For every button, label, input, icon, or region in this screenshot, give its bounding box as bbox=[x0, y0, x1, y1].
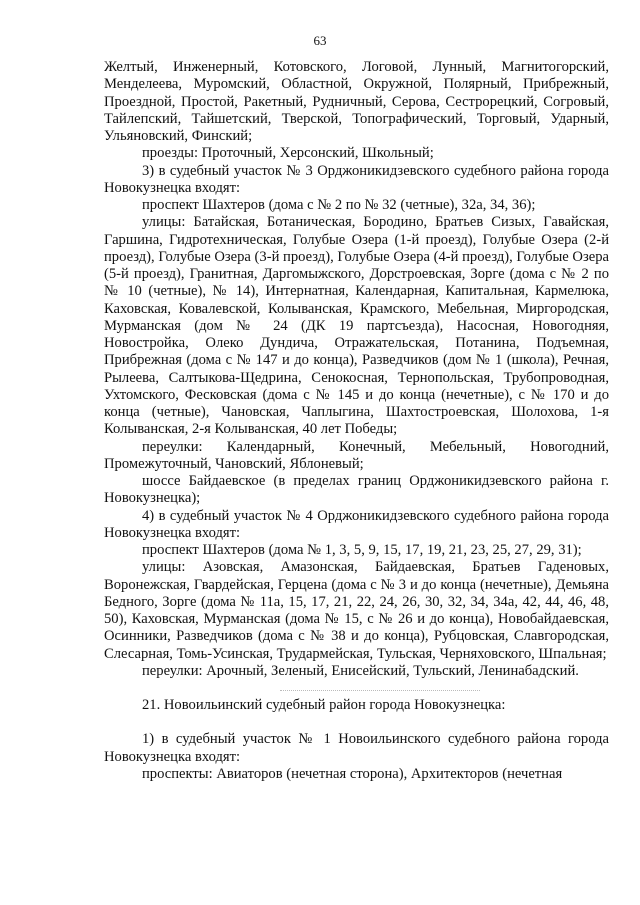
paragraph: 1) в судебный участок № 1 Новоильинского судебного района города Новокузнецка входят: bbox=[104, 731, 609, 765]
paragraph: переулки: Арочный, Зеленый, Енисейский, Тульский, Ленинабадский. bbox=[142, 662, 579, 679]
paragraph: шоссе Байдаевское (в пределах границ Орджоникидзевского района г. Новокузнецка); bbox=[104, 473, 609, 507]
paragraph: 3) в судебный участок № 3 Орджоникидзевского судебного района города Новокузнецка входят: bbox=[104, 162, 609, 196]
paragraph: проспект Шахтеров (дома с № 2 по № 32 (четные), 32а, 34, 36); bbox=[142, 197, 536, 213]
paragraph: улицы: Азовская, Амазонская, Байдаевская, Братьев Гаденовых, Воронежская, Гвардейская, Герцена (дома с № 3 и до конца (нечетные), Демьяна Бедного, Зорге (дома № 11а, 15, 17, 21, 22, 24, 26, 30, 32, 34, 34а, 42, 44, 46, 48, 50), Каховская, Мурманская (дома № 15, с № 26 и до конца), Новобайдаевская, Осинники, Разведчиков (дома с № 38 и до конца), Рубцовская, Славгородская, Слесарная, Томь-Усинская, Трудармейская, Тульская, Черняховского, Шпальная; bbox=[104, 559, 609, 662]
paragraph-gap bbox=[104, 680, 609, 697]
paragraph: улицы: Батайская, Ботаническая, Бородино, Братьев Сизых, Гавайская, Гаршина, Гидротехническая, Голубые Озера (1-й проезд), Голубые Озера (2-й проезд), Голубые Озера (3-й проезд), Голубые Озера (4-й проезд), Голубые Озера (5-й проезд), Гранитная, Даргомыжского, Дорстроевская, Зорге (дома с № 2 по № 10 (четные), № 14), Интернатная, Календарная, Капитальная, Кармелюка, Каховская, Ковалевской, Колыванская, Крамского, Мебельная, Миргородская, Мурманская (дом № 24 (ДК 19 партсъезда), Насосная, Новогодняя, Новостройка, Олеко Дундича, Отражательская, Потанина, Подъемная, Прибрежная (дома с № 147 и до конца), Разведчиков (дом № 1 (школа), Речная, Рылеева, Салтыкова-Щедрина, Сенокосная, Тернопольская, Трубопроводная, Ухтомского, Фесковская (дома с № 145 и до конца (нечетные), с № 170 и до конца (четные), Чановская, Чаплыгина, Шахтостроевская, Шолохова, 1-я Колыванская, 2-я Колыванская, 40 лет Победы; bbox=[104, 214, 609, 438]
scan-artifact-line bbox=[280, 690, 480, 693]
paragraph: 4) в судебный участок № 4 Орджоникидзевского судебного района города Новокузнецка входят: bbox=[104, 507, 609, 541]
paragraph: Желтый, Инженерный, Котовского, Логовой, Лунный, Магнитогорский, Менделеева, Муромский, Областной, Окружной, Полярный, Прибрежный, Проездной, Простой, Ракетный, Рудничный, Серова, Сестрорецкий, Согровый, Тайлепский, Тайшетский, Тверской, Топографический, Торговый, Ударный, Ульяновский, Финский; bbox=[104, 59, 609, 144]
paragraph: проезды: Проточный, Херсонский, Школьный; bbox=[142, 145, 434, 162]
paragraph-gap bbox=[104, 714, 609, 731]
paragraph: переулки: Календарный, Конечный, Мебельный, Новогодний, Промежуточный, Чановский, Яблоневый; bbox=[104, 438, 609, 472]
paragraph: проспект Шахтеров (дома № 1, 3, 5, 9, 15, 17, 19, 21, 23, 25, 27, 29, 31); bbox=[142, 542, 582, 558]
paragraph: проспекты: Авиаторов (нечетная сторона), Архитекторов (нечетная bbox=[142, 765, 563, 782]
page-number: 63 bbox=[313, 33, 327, 48]
paragraph: 21. Новоильинский судебный район города Новокузнецка: bbox=[142, 697, 506, 713]
document-body bbox=[104, 59, 609, 783]
